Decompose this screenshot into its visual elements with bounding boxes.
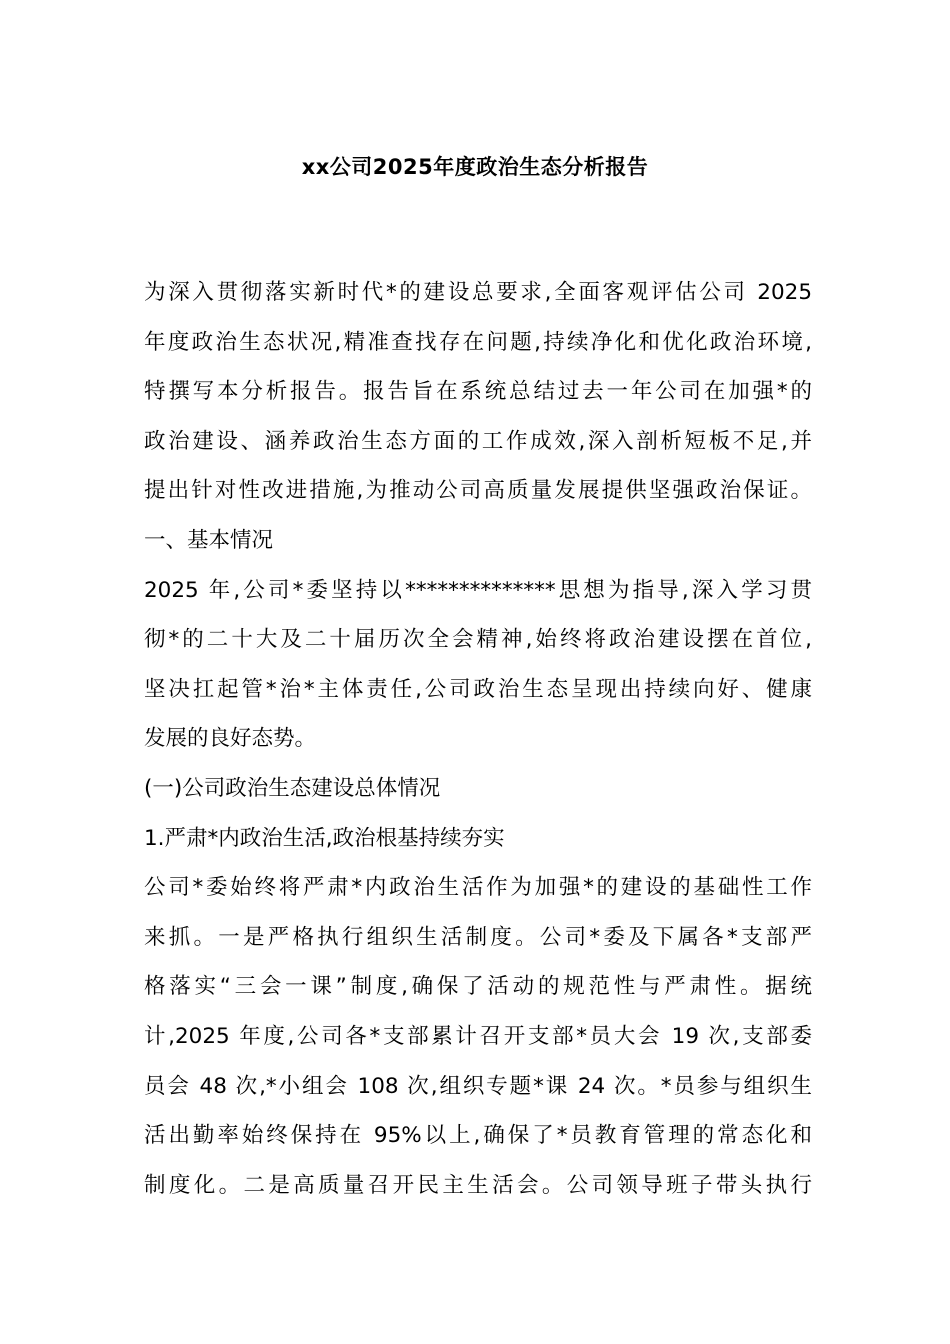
paragraph-line: 计,2025 年度,公司各*支部累计召开支部*员大会 19 次,支部委 bbox=[144, 1023, 812, 1049]
paragraph-line: 制度化。二是高质量召开民主生活会。公司领导班子带头执行 bbox=[144, 1172, 812, 1198]
item-heading: 1.严肃*内政治生活,政治根基持续夯实 bbox=[144, 825, 505, 851]
paragraph-line: 来抓。一是严格执行组织生活制度。公司*委及下属各*支部严 bbox=[144, 924, 812, 950]
subsection-heading: (一)公司政治生态建设总体情况 bbox=[144, 775, 441, 801]
paragraph-line: 年度政治生态状况,精准查找存在问题,持续净化和优化政治环境, bbox=[144, 329, 812, 355]
paragraph-line: 格落实“三会一课”制度,确保了活动的规范性与严肃性。据统 bbox=[144, 974, 812, 1000]
document-title: xx公司2025年度政治生态分析报告 bbox=[301, 155, 649, 179]
paragraph-line: 活出勤率始终保持在 95%以上,确保了*员教育管理的常态化和 bbox=[144, 1123, 812, 1149]
paragraph-line: 2025 年,公司*委坚持以**************思想为指导,深入学习贯 bbox=[144, 577, 812, 603]
paragraph-line: 提出针对性改进措施,为推动公司高质量发展提供坚强政治保证。 bbox=[144, 478, 812, 504]
paragraph-line: 政治建设、涵养政治生态方面的工作成效,深入剖析短板不足,并 bbox=[144, 428, 812, 454]
paragraph-line: 坚决扛起管*治*主体责任,公司政治生态呈现出持续向好、健康 bbox=[144, 676, 812, 702]
section-heading: 一、基本情况 bbox=[144, 527, 274, 553]
paragraph-line: 发展的良好态势。 bbox=[144, 726, 317, 752]
paragraph-line: 为深入贯彻落实新时代*的建设总要求,全面客观评估公司 2025 bbox=[144, 280, 812, 305]
document-body bbox=[144, 268, 812, 1210]
paragraph-line: 公司*委始终将严肃*内政治生活作为加强*的建设的基础性工作 bbox=[144, 875, 812, 901]
paragraph-line: 特撰写本分析报告。报告旨在系统总结过去一年公司在加强*的 bbox=[144, 379, 812, 405]
paragraph-line: 员会 48 次,*小组会 108 次,组织专题*课 24 次。*员参与组织生 bbox=[144, 1073, 812, 1099]
paragraph-line: 彻*的二十大及二十届历次全会精神,始终将政治建设摆在首位, bbox=[144, 627, 812, 653]
